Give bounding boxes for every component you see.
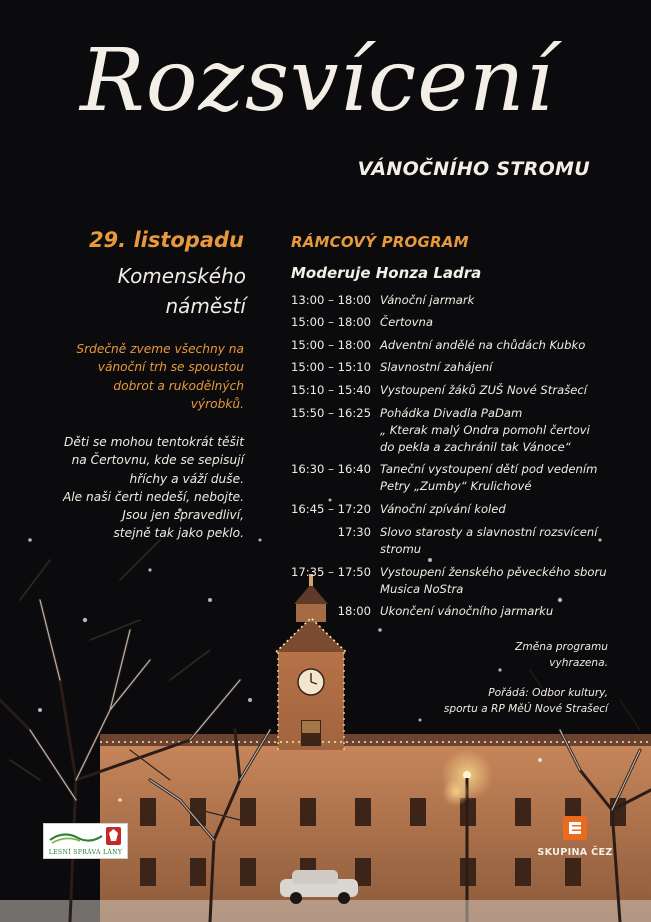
program-heading: RÁMCOVÝ PROGRAM	[291, 233, 469, 251]
program-event	[380, 461, 618, 495]
program-event	[380, 359, 618, 376]
devils-line: hříchy a váží duše.	[129, 471, 244, 486]
program-time: 15:00 – 18:00	[291, 338, 371, 352]
lesy-emblem-icon	[44, 824, 127, 848]
invitation-line: vánoční trh se spoustou	[97, 360, 244, 375]
program-event	[380, 524, 618, 558]
program-time: 18:00	[337, 604, 371, 618]
program-event-line: Slavnostní zahájení	[380, 360, 493, 374]
organizer-note	[400, 685, 608, 717]
program-event-line: Slovo starosty a slavnostní rozsvícení	[380, 525, 598, 539]
program-time: 16:45 – 17:20	[291, 502, 371, 516]
program-event-line: stromu	[380, 542, 422, 556]
program-event-line: do pekla a zachránil tak Vánoce“	[380, 440, 571, 454]
program-event-line: Ukončení vánočního jarmarku	[380, 604, 554, 618]
poster-title: Rozsvícení	[80, 31, 555, 131]
cez-logo	[537, 816, 613, 862]
event-date: 29. listopadu	[88, 228, 244, 252]
event-place-line2: náměstí	[165, 294, 246, 318]
program-event	[380, 337, 618, 354]
program-time: 13:00 – 18:00	[291, 293, 371, 307]
devils-text	[40, 433, 244, 543]
devils-line: Děti se mohou tentokrát těšit	[64, 435, 244, 449]
cez-mark-icon	[563, 816, 587, 840]
program-change-note	[420, 639, 608, 671]
program-event-line: „ Kterak malý Ondra pomohl čertovi	[380, 423, 590, 437]
program-event	[380, 405, 618, 456]
invitation-text	[40, 340, 244, 413]
devils-line: Jsou jen spravedliví,	[122, 508, 244, 523]
program-event	[380, 564, 618, 598]
lesni-sprava-logo	[43, 823, 128, 859]
program-time: 15:50 – 16:25	[291, 406, 371, 420]
lesy-logo-text: LESNÍ SPRÁVA LÁNY	[48, 849, 123, 856]
invitation-line: výrobků.	[190, 396, 244, 411]
program-event-line: Pohádka Divadla PaDam	[380, 406, 523, 420]
program-event	[380, 314, 618, 331]
program-event-line: Petry „Zumby“ Krulichové	[380, 479, 532, 493]
program-event	[380, 603, 618, 620]
program-event	[380, 292, 618, 309]
program-event-line: Vystoupení ženského pěveckého sboru	[380, 565, 607, 579]
organizer-line: sportu a RP MěÚ Nové Strašecí	[443, 703, 608, 715]
organizer-line: Pořádá: Odbor kultury,	[488, 687, 608, 699]
program-event-line: Vánoční zpívání koled	[380, 502, 506, 516]
program-moderator: Moderuje Honza Ladra	[291, 264, 482, 282]
program-time: 16:30 – 16:40	[291, 462, 371, 476]
cez-logo-text: SKUPINA ČEZ	[537, 847, 613, 858]
program-event-line: Musica NoStra	[380, 582, 464, 596]
note-line: Změna programu	[515, 641, 608, 653]
program-event-line: Taneční vystoupení dětí pod vedením	[380, 462, 598, 476]
note-line: vyhrazena.	[549, 657, 608, 669]
devils-line: stejně tak jako peklo.	[113, 526, 244, 541]
program-event-line: Vánoční jarmark	[380, 293, 475, 307]
poster-subtitle: VÁNOČNÍHO STROMU	[357, 158, 590, 180]
invitation-line: dobrot a rukodělných	[113, 378, 244, 393]
program-event-line: Adventní andělé na chůdách Kubko	[380, 338, 586, 352]
program-time: 17:30	[337, 525, 371, 539]
devils-line: na Čertovnu, kde se sepisují	[71, 453, 244, 468]
program-time: 15:10 – 15:40	[291, 383, 371, 397]
devils-line: Ale naši čerti nedeší, nebojte.	[62, 489, 244, 504]
program-time: 15:00 – 18:00	[291, 315, 371, 329]
program-event	[380, 501, 618, 518]
event-place-line1: Komenského	[117, 264, 246, 288]
program-time: 17:35 – 17:50	[291, 565, 371, 579]
program-event-line: Čertovna	[380, 315, 433, 329]
program-event	[380, 382, 618, 399]
invitation-line: Srdečně zveme všechny na	[76, 342, 244, 356]
program-time: 15:00 – 15:10	[291, 360, 371, 374]
program-event-line: Vystoupení žáků ZUŠ Nové Strašecí	[380, 383, 587, 397]
